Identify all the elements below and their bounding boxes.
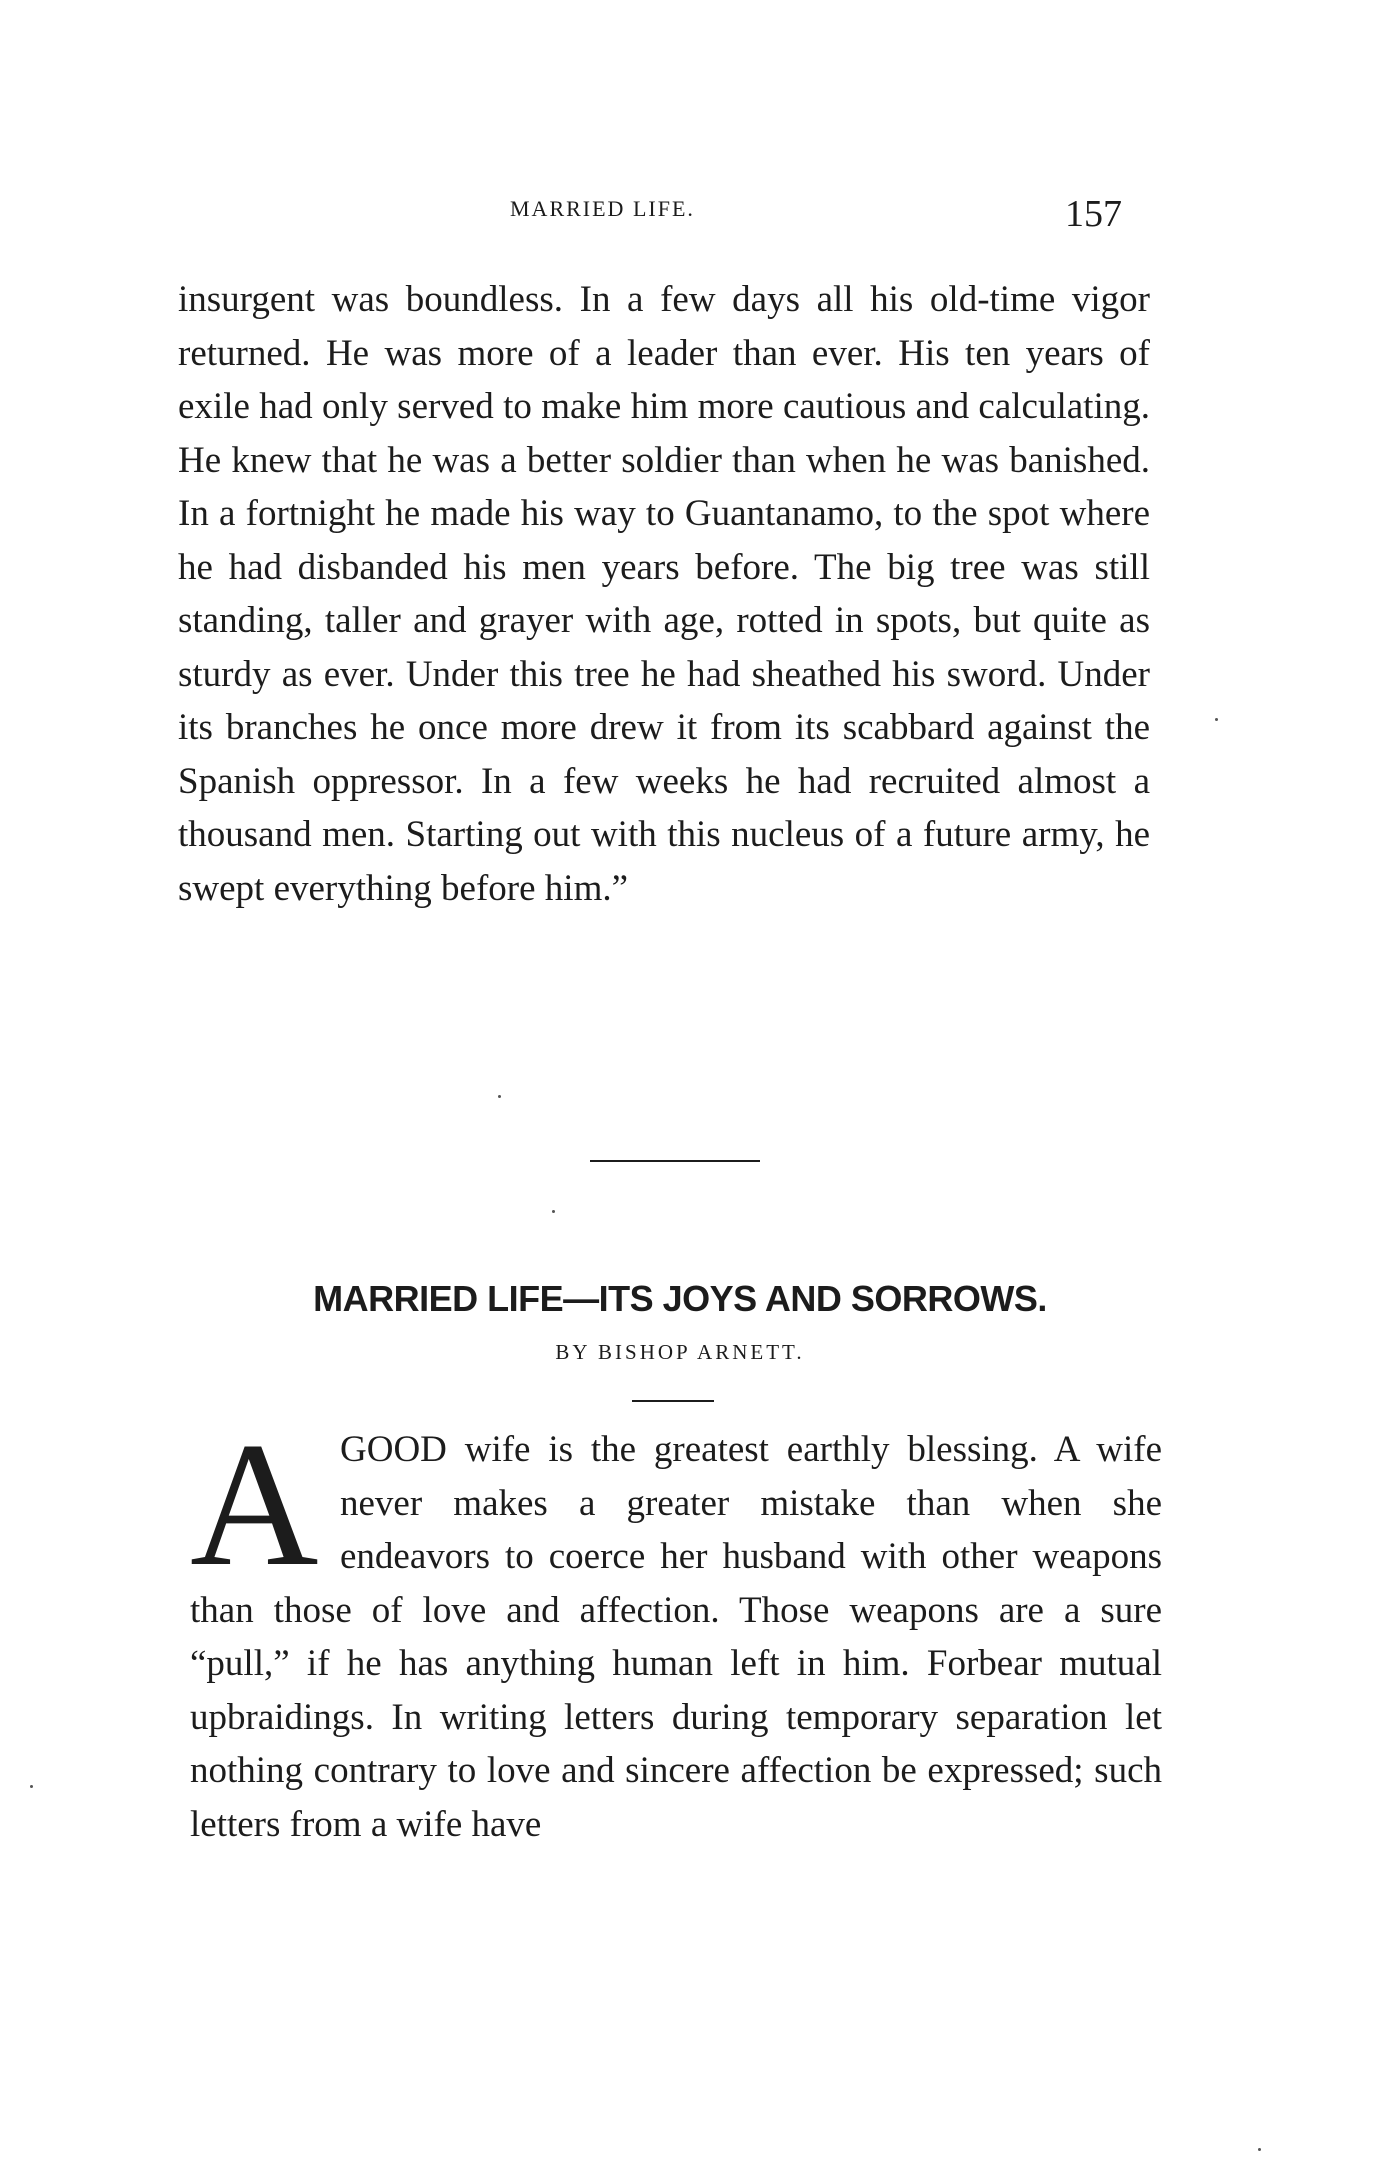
running-head: MARRIED LIFE. [510,196,695,221]
print-speck [1258,2148,1261,2151]
article-body-text: GOOD wife is the greatest earthly blessing. A wife never makes a greater mistake than when she endeavors to coerce her husband with other weapons than those of love and affection. Those weapons are a sure “pull,” if he has anything human left in him. Forbear mutual upbraidings. In writing letters during temporary separation let nothing contrary to love and sincere affection be expressed; such letters from a wife have [190,1429,1162,1845]
print-speck [30,1785,33,1788]
page-number: 157 [1065,193,1122,235]
article-byline: BY BISHOP ARNETT. [555,1340,805,1364]
drop-cap: A [190,1405,319,1603]
continued-paragraph: insurgent was boundless. In a few days all his old-time vigor returned. He was more of a leader than ever. His ten years of exile had only served to make him more cautious and calculating. He knew that he was a better soldier than when he was banished. In a fortnight he made his way to Guantanamo, to the spot where he had disbanded his men years before. The big tree was still standing, taller and grayer with age, rotted in spots, but quite as sturdy as ever. Under this tree he had sheathed his sword. Under its branches he once more drew it from its scabbard against the Spanish oppressor. In a few weeks he had recruited almost a thousand men. Starting out with this nucleus of a future army, he swept everything before him.” [178,279,1150,909]
article-title: MARRIED LIFE—ITS JOYS AND SORROWS. [313,1278,1047,1319]
section-divider [590,1160,760,1162]
print-speck [498,1095,501,1098]
byline-divider [632,1400,714,1402]
print-speck [1215,718,1218,721]
article-body [190,1405,1162,1851]
print-speck [552,1210,555,1213]
